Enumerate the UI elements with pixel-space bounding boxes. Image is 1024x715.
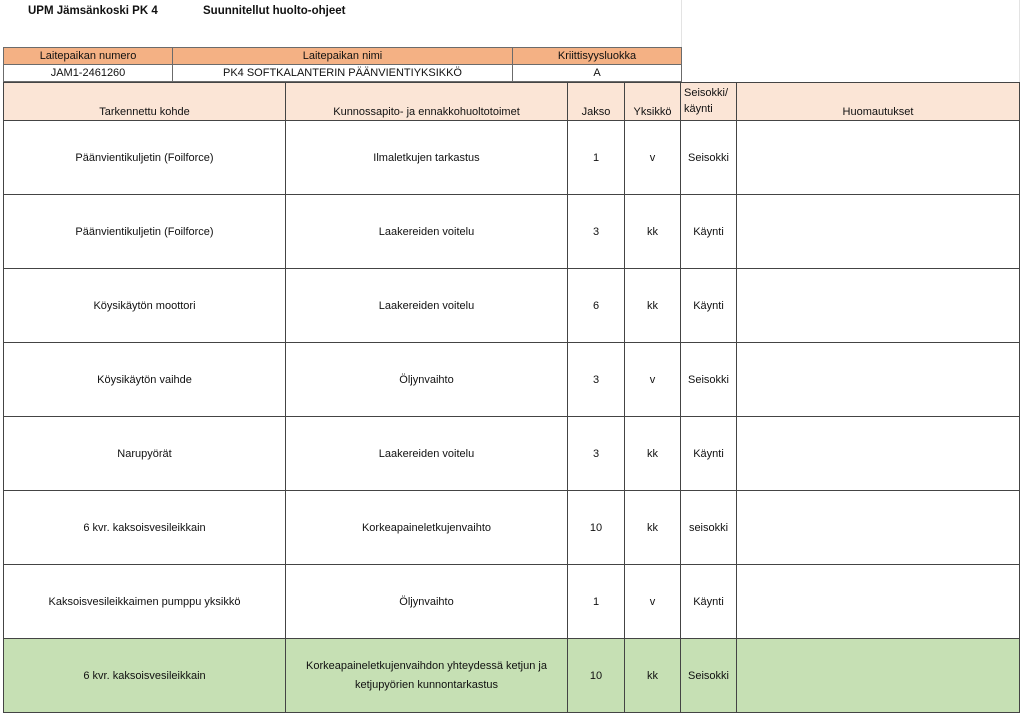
action-column-header: Kunnossapito- ja ennakkohuoltotoimet [286,83,568,121]
state-cell[interactable]: seisokki [681,491,737,565]
target-cell[interactable]: Köysikäytön vaihde [4,343,286,417]
action-cell[interactable]: Laakereiden voitelu [286,417,568,491]
action-cell[interactable]: Öljynvaihto [286,343,568,417]
interval-cell[interactable]: 10 [568,639,625,713]
unit-cell[interactable]: v [625,121,681,195]
notes-cell[interactable] [737,565,1020,639]
interval-cell[interactable]: 1 [568,565,625,639]
unit-cell[interactable]: kk [625,269,681,343]
interval-cell[interactable]: 6 [568,269,625,343]
target-cell[interactable]: Köysikäytön moottori [4,269,286,343]
state-cell[interactable]: Seisokki [681,639,737,713]
state-cell[interactable]: Käynti [681,565,737,639]
gridline [681,0,682,48]
unit-cell[interactable]: kk [625,491,681,565]
notes-cell[interactable] [737,491,1020,565]
criticality-header: Kriittisyysluokka [513,48,682,65]
state-cell[interactable]: Käynti [681,269,737,343]
interval-cell[interactable]: 1 [568,121,625,195]
action-cell[interactable]: Öljynvaihto [286,565,568,639]
table-row [4,195,1020,269]
state-cell[interactable]: Käynti [681,195,737,269]
action-cell[interactable]: Korkeapaineletkujenvaihto [286,491,568,565]
equipment-number-header: Laitepaikan numero [4,48,173,65]
gridline [1019,0,1020,83]
notes-cell[interactable] [737,417,1020,491]
table-row [4,491,1020,565]
notes-cell[interactable] [737,121,1020,195]
state-cell[interactable]: Käynti [681,417,737,491]
unit-cell[interactable]: v [625,565,681,639]
interval-cell[interactable]: 3 [568,343,625,417]
maintenance-header-row [4,83,1020,121]
table-row [4,343,1020,417]
state-header-line: käynti [684,103,713,116]
target-cell[interactable]: Kaksoisvesileikkaimen pumppu yksikkö [4,565,286,639]
interval-cell[interactable]: 3 [568,195,625,269]
unit-cell[interactable]: v [625,343,681,417]
notes-cell[interactable] [737,639,1020,713]
unit-cell[interactable]: kk [625,639,681,713]
target-cell[interactable]: Päänvientikuljetin (Foilforce) [4,121,286,195]
table-row [4,417,1020,491]
equipment-header-row [4,48,682,65]
equipment-name-cell[interactable]: PK4 SOFTKALANTERIN PÄÄNVIENTIYKSIKKÖ [173,65,513,82]
equipment-number-cell[interactable]: JAM1-2461260 [4,65,173,82]
target-cell[interactable]: 6 kvr. kaksoisvesileikkain [4,639,286,713]
action-cell[interactable]: Laakereiden voitelu [286,195,568,269]
equipment-name-header: Laitepaikan nimi [173,48,513,65]
table-row [4,121,1020,195]
target-cell[interactable]: Narupyörät [4,417,286,491]
company-title: UPM Jämsänkoski PK 4 [28,5,158,17]
equipment-info-table [3,47,682,82]
notes-cell[interactable] [737,269,1020,343]
target-column-header: Tarkennettu kohde [4,83,286,121]
unit-cell[interactable]: kk [625,417,681,491]
notes-column-header: Huomautukset [737,83,1020,121]
equipment-value-row [4,65,682,82]
unit-cell[interactable]: kk [625,195,681,269]
maintenance-table [3,82,1020,713]
document-title: Suunnitellut huolto-ohjeet [203,5,346,17]
interval-cell[interactable]: 10 [568,491,625,565]
action-cell[interactable]: Korkeapaineletkujenvaihdon yhteydessä ketjun ja ketjupyörien kunnontarkastus [286,639,568,713]
table-row [4,565,1020,639]
unit-column-header: Yksikkö [625,83,681,121]
action-cell[interactable]: Laakereiden voitelu [286,269,568,343]
target-cell[interactable]: 6 kvr. kaksoisvesileikkain [4,491,286,565]
table-row [4,269,1020,343]
notes-cell[interactable] [737,343,1020,417]
state-header-line: Seisokki/ [684,87,729,100]
interval-cell[interactable]: 3 [568,417,625,491]
action-cell[interactable]: Ilmaletkujen tarkastus [286,121,568,195]
state-cell[interactable]: Seisokki [681,121,737,195]
notes-cell[interactable] [737,195,1020,269]
state-column-header [681,83,737,121]
state-cell[interactable]: Seisokki [681,343,737,417]
criticality-cell[interactable]: A [513,65,682,82]
target-cell[interactable]: Päänvientikuljetin (Foilforce) [4,195,286,269]
table-row-highlighted [4,639,1020,713]
interval-column-header: Jakso [568,83,625,121]
